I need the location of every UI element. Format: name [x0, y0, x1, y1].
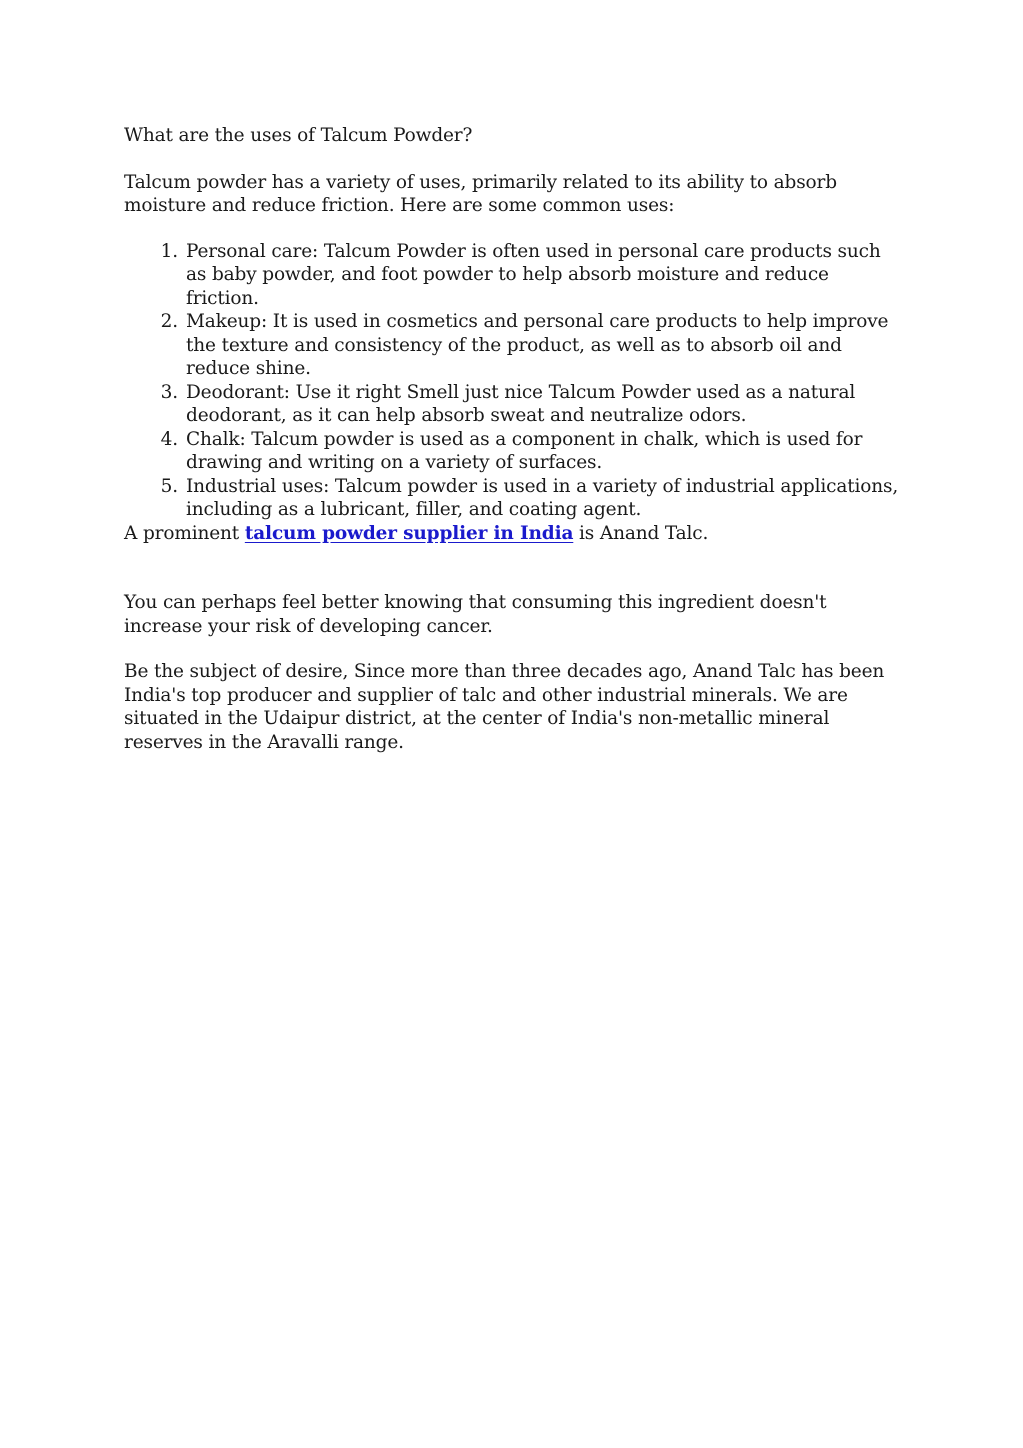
cancer-note-paragraph: You can perhaps feel better knowing that consuming this ingredient doesn't increase your risk of developing cancer.: [124, 592, 827, 637]
supplier-paragraph: [124, 522, 904, 546]
list-item: Deodorant: Use it right Smell just nice Talcum Powder used as a natural deodorant, as it can help absorb sweat and neutralize odors.: [186, 381, 856, 426]
closing-paragraph: Be the subject of desire, Since more than three decades ago, Anand Talc has been India's top producer and supplier of talc and other industrial minerals. We are situated in the Udaipur district, at the center of India's non-metallic mineral reserves in the Aravalli range.: [124, 661, 885, 753]
uses-list: [124, 240, 904, 522]
intro-paragraph: Talcum powder has a variety of uses, primarily related to its ability to absorb moisture and reduce friction. Here are some common uses:: [124, 171, 837, 216]
supplier-prefix: A prominent: [124, 522, 245, 544]
document-heading: What are the uses of Talcum Powder?: [124, 125, 473, 146]
supplier-suffix: is Anand Talc.: [573, 522, 709, 544]
list-item: Industrial uses: Talcum powder is used in a variety of industrial applications, including as a lubricant, filler, and coating agent.: [186, 475, 899, 520]
list-item: Chalk: Talcum powder is used as a component in chalk, which is used for drawing and writing on a variety of surfaces.: [186, 428, 863, 473]
list-item: Personal care: Talcum Powder is often used in personal care products such as baby powder, and foot powder to help absorb moisture and reduce friction.: [186, 240, 881, 309]
supplier-link[interactable]: talcum powder supplier in India: [244, 522, 574, 544]
document-body: [124, 124, 904, 754]
list-item: Makeup: It is used in cosmetics and personal care products to help improve the texture and consistency of the product, as well as to absorb oil and reduce shine.: [186, 311, 889, 379]
